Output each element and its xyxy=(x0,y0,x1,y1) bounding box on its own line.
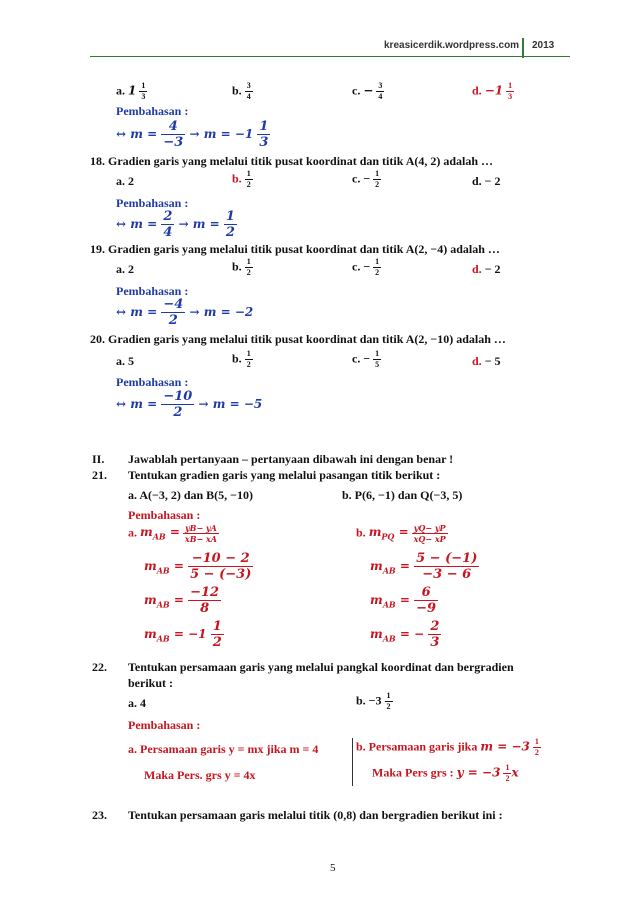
q21-solution-b-step2: $m_{AB}$ = $\frac{5 - (-1)}{-3 - 6}$ xyxy=(370,551,478,582)
q18-option-b: b. $\frac{1}{2}$ xyxy=(232,169,251,189)
q23-question: Tentukan persamaan garis melalui titik (0,8) dan bergradien berikut ini : xyxy=(128,808,503,822)
section2-number: II. xyxy=(92,452,105,466)
q22-part-b: b. −3 $\frac{1}{2}$ xyxy=(356,691,391,711)
header-site: kreasicerdik.wordpress.com xyxy=(384,40,520,51)
header-divider xyxy=(522,38,524,58)
q19-pembahasan: Pembahasan : xyxy=(116,284,189,298)
q18-option-a: a. 2 xyxy=(116,174,134,188)
q21-question: Tentukan gradien garis yang melalui pasangan titik berikut : xyxy=(128,468,441,482)
q21-solution-a: a. $m_{AB}$ = $\frac{yB- yA}{xB- xA}$ xyxy=(128,523,217,544)
q21-solution-b-step4: $m_{AB}$ = − $\frac{2}{3}$ xyxy=(370,619,440,650)
q20-option-c: c. − $\frac{1}{5}$ xyxy=(352,349,380,369)
q22-answer-a-line2: Maka Pers. grs y = 4x xyxy=(144,768,256,782)
q20-option-d: d. − 5 xyxy=(472,354,501,368)
q17-option-d: d. −1 $\frac{1}{3}$ xyxy=(472,81,513,101)
q22-answer-a-line1: a. Persamaan garis y = mx jika m = 4 xyxy=(128,742,319,756)
q21-solution-b-step3: $m_{AB}$ = $\frac{6}{-9}$ xyxy=(370,585,437,616)
q20-option-a: a. 5 xyxy=(116,354,134,368)
q23-number: 23. xyxy=(92,808,107,822)
q22-answer-b-line2: Maka Pers grs : y = −3 $\frac{1}{2}$ x xyxy=(372,763,519,783)
q21-part-a: a. A(−3, 2) dan B(5, −10) xyxy=(128,488,254,502)
q21-part-b: b. P(6, −1) dan Q(−3, 5) xyxy=(342,488,463,502)
q19-question: 19. Gradien garis yang melalui titik pusat koordinat dan titik A(2, −4) adalah … xyxy=(90,242,500,256)
q17-pembahasan: Pembahasan : xyxy=(116,104,189,118)
q19-option-c: c. − $\frac{1}{2}$ xyxy=(352,257,380,277)
q22-answer-b-line1: b. Persamaan garis jika m = −3 $\frac{1}{2}$ xyxy=(356,737,539,757)
q21-pembahasan: Pembahasan : xyxy=(128,508,201,522)
q21-solution-a-step2: $m_{AB}$ = $\frac{-10 - 2}{5 - (-3)}$ xyxy=(144,551,252,582)
q22-pembahasan: Pembahasan : xyxy=(128,718,201,732)
q17-option-a: a. 1 $\frac{1}{3}$ xyxy=(116,81,146,101)
page-number: 5 xyxy=(330,862,336,874)
q20-pembahasan: Pembahasan : xyxy=(116,375,189,389)
q21-solution-a-step3: $m_{AB}$ = $\frac{-12}{8}$ xyxy=(144,585,220,616)
q18-solution: ↔ m = $\frac{2}{4}$ → m = $\frac{1}{2}$ xyxy=(116,209,235,240)
q22-part-a: a. 4 xyxy=(128,696,146,710)
q21-number: 21. xyxy=(92,468,107,482)
q22-question-line2: berikut : xyxy=(128,676,173,690)
header-year: 2013 xyxy=(532,40,555,51)
q19-option-b: b. $\frac{1}{2}$ xyxy=(232,257,251,277)
q18-option-c: c. − $\frac{1}{2}$ xyxy=(352,169,380,189)
header-rule xyxy=(90,56,570,57)
q22-column-divider xyxy=(352,738,353,786)
q21-solution-a-step4: $m_{AB} = -1$ $\frac{1}{2}$ xyxy=(144,619,222,650)
q18-pembahasan: Pembahasan : xyxy=(116,196,189,210)
q19-option-d: d. − 2 xyxy=(472,262,501,276)
q20-option-b: b. $\frac{1}{2}$ xyxy=(232,349,251,369)
q20-question: 20. Gradien garis yang melalui titik pusat koordinat dan titik A(2, −10) adalah … xyxy=(90,332,506,346)
q19-option-a: a. 2 xyxy=(116,262,134,276)
q18-question: 18. Gradien garis yang melalui titik pusat koordinat dan titik A(4, 2) adalah … xyxy=(90,154,494,168)
q17-option-b: b. $\frac{3}{4}$ xyxy=(232,81,251,101)
q21-solution-b: b. $m_{PQ}$ = $\frac{yQ- yP}{xQ- xP}$ xyxy=(356,523,446,544)
q17-solution: ↔ m = $\frac{4}{-3}$ → m = −1 $\frac{1}{3}$ xyxy=(116,119,269,150)
q18-option-d: d. − 2 xyxy=(472,174,501,188)
q22-question-line1: Tentukan persamaan garis yang melalui pangkal koordinat dan bergradien xyxy=(128,660,514,674)
q20-solution: ↔ m = $\frac{-10}{2}$ → m = −5 xyxy=(116,389,263,420)
section2-title: Jawablah pertanyaan – pertanyaan dibawah ini dengan benar ! xyxy=(128,452,454,466)
q22-number: 22. xyxy=(92,660,107,674)
q17-option-c: c. − $\frac{3}{4}$ xyxy=(352,81,383,101)
q19-solution: ↔ m = $\frac{-4}{2}$ → m = −2 xyxy=(116,297,254,328)
